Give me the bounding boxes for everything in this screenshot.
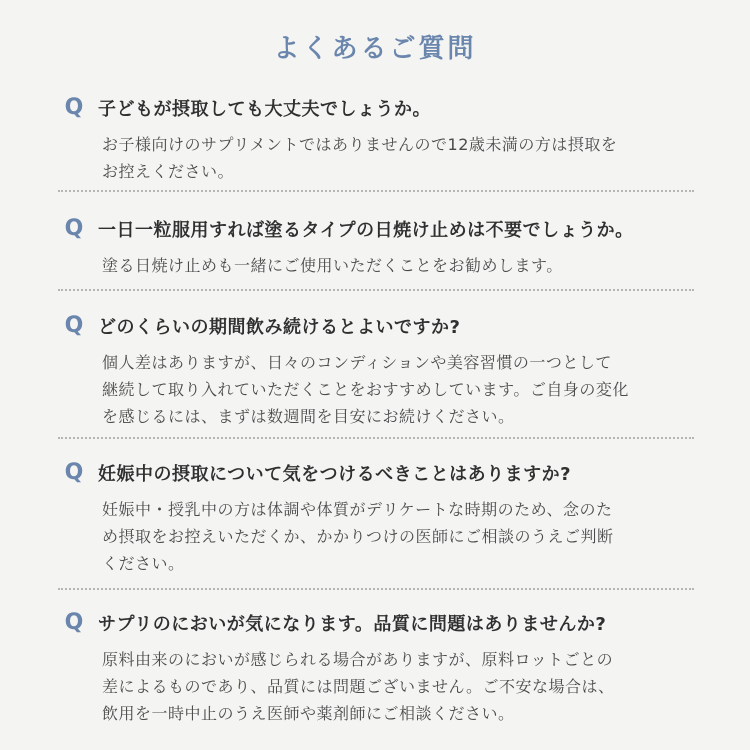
question-text: 一日一粒服用すれば塗るタイプの日焼け止めは不要でしょうか。: [98, 220, 634, 241]
answer-line: 塗る日焼け止めも一緒にご使用いただくことをお勧めします。: [102, 256, 563, 275]
q-icon: Q: [64, 610, 84, 635]
faq-item: [60, 460, 700, 577]
question-row: [60, 460, 700, 486]
question-text: どのくらいの期間飲み続けるとよいですか?: [98, 317, 461, 338]
answer-line: お子様向けのサプリメントではありませんので12歳未満の方は摂取を: [102, 135, 618, 154]
q-icon: Q: [64, 313, 84, 338]
divider: [58, 588, 694, 590]
answer-text: [102, 646, 692, 727]
question-text: サプリのにおいが気になります。品質に問題はありませんか?: [98, 614, 607, 635]
divider: [58, 289, 694, 291]
question-row: [60, 95, 700, 121]
q-icon: Q: [64, 95, 84, 120]
answer-line: お控えください。: [102, 162, 235, 181]
answer-line: め摂取をお控えいただくか、かかりつけの医師にご相談のうえご判断: [102, 527, 614, 546]
answer-text: [102, 252, 692, 279]
divider: [58, 190, 694, 192]
q-icon: Q: [64, 216, 84, 241]
question-text: 子どもが摂取しても大丈夫でしょうか。: [98, 99, 431, 120]
answer-line: 差によるものであり、品質には問題ございません。ご不安な場合は、: [102, 677, 615, 696]
faq-item: [60, 216, 700, 279]
answer-line: 継続して取り入れていただくことをおすすめしています。ご自身の変化: [102, 380, 629, 399]
page-title: よくあるご質問: [273, 34, 477, 64]
answer-line: を感じるには、まずは数週間を目安にお続けください。: [102, 407, 515, 426]
answer-line: 原料由来のにおいが感じられる場合がありますが、原料ロットごとの: [102, 650, 614, 669]
answer-text: [102, 496, 692, 577]
question-text: 妊娠中の摂取について気をつけるべきことはありますか?: [98, 464, 572, 485]
question-row: [60, 216, 700, 242]
faq-item: [60, 610, 700, 727]
answer-line: ください。: [102, 554, 185, 573]
answer-text: [102, 131, 692, 185]
question-row: [60, 610, 700, 636]
answer-line: 妊娠中・授乳中の方は体調や体質がデリケートな時期のため、念のた: [102, 500, 613, 519]
question-row: [60, 313, 700, 339]
faq-item: [60, 95, 700, 185]
divider: [58, 437, 694, 439]
answer-line: 個人差はありますが、日々のコンディションや美容習慣の一つとして: [102, 353, 612, 372]
answer-line: 飲用を一時中止のうえ医師や薬剤師にご相談ください。: [102, 704, 515, 723]
answer-text: [102, 349, 692, 430]
q-icon: Q: [64, 460, 84, 485]
faq-item: [60, 313, 700, 430]
